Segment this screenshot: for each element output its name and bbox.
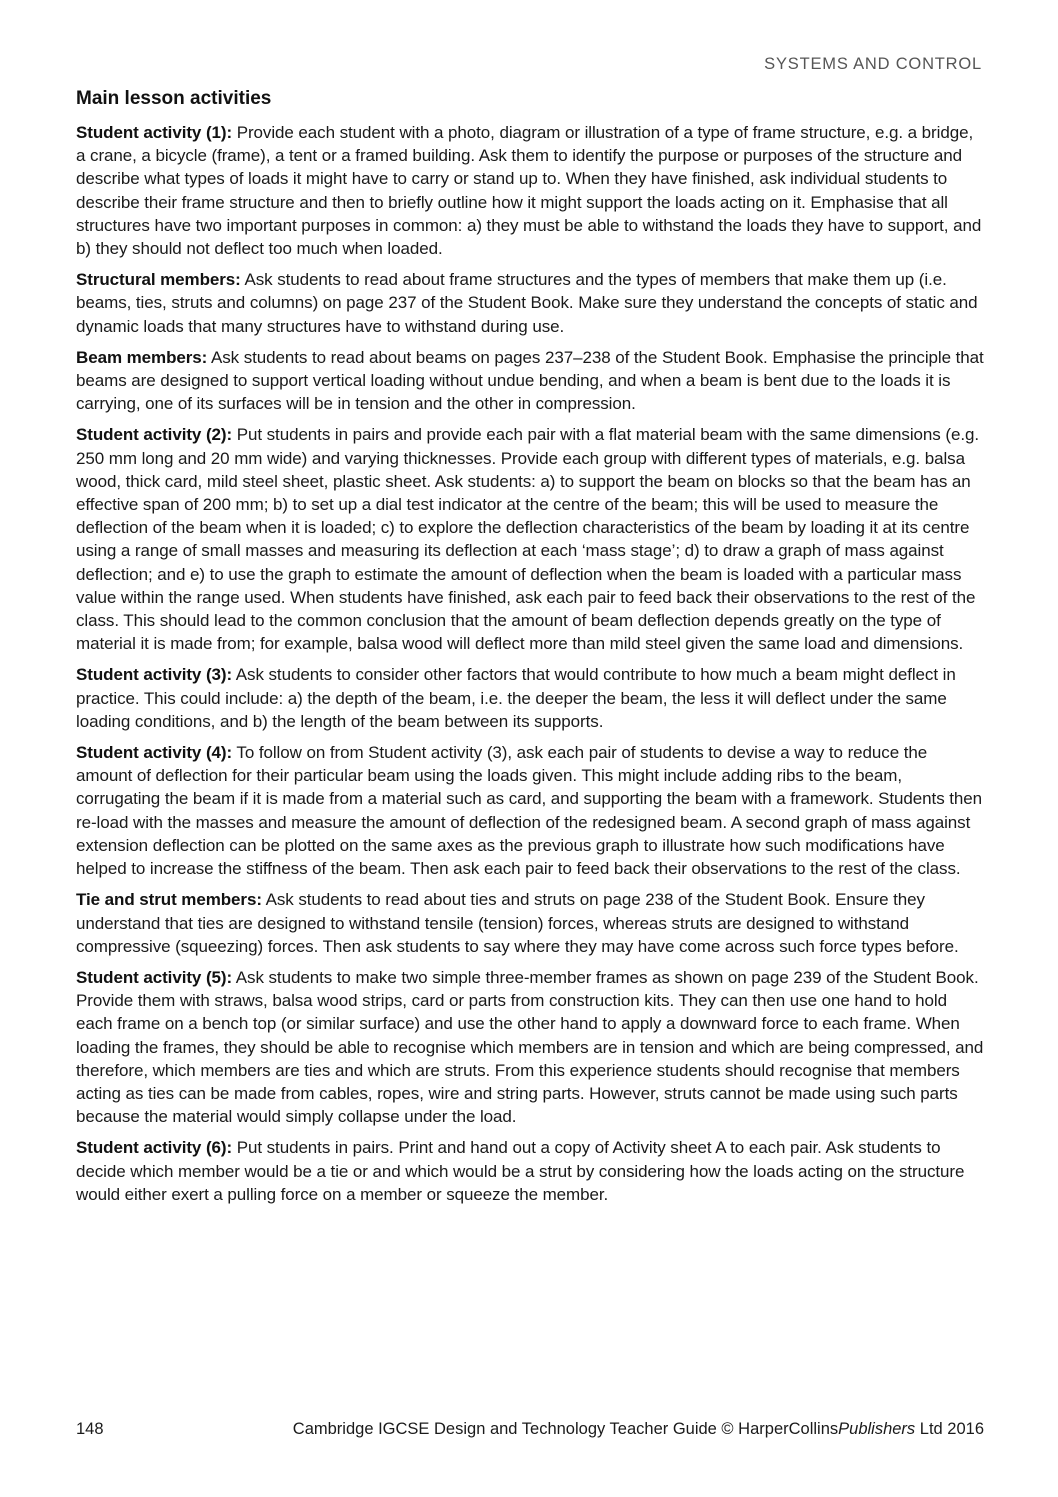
section-heading: Main lesson activities [76, 88, 272, 109]
paragraph-student-activity-1 [76, 121, 984, 260]
paragraph-student-activity-6 [76, 1136, 984, 1206]
credit-prefix: Cambridge IGCSE Design and Technology Teacher Guide © HarperCollins [292, 1420, 839, 1438]
paragraph-body: Ask students to read about beams on pages 237–238 of the Student Book. Emphasise the principle that beams are designed to support vertical loading without undue bending, and when a beam is bent due to the loads it is carrying, one of its surfaces will be in tension and the other in compression. [76, 347, 984, 414]
paragraph-lead: Tie and strut members: [76, 890, 262, 910]
paragraph-body: To follow on from Student activity (3), ask each pair of students to devise a way to reduce the amount of deflection for their particular beam using the loads given. This might include adding ribs to the beam, corrugating the beam if it is made from a material such as card, and supporting the beam with a framework. Students then re-load with the masses and measure the amount of deflection of the redesigned beam. A second graph of mass against extension deflection can be plotted on the same axes as the previous graph to illustrate how such modifications have helped to increase the stiffness of the beam. Then ask each pair to feed back their observations to the rest of the class. [76, 743, 983, 879]
page-number: 148 [76, 1420, 104, 1438]
paragraph-lead: Student activity (6): [76, 1138, 233, 1158]
paragraph-body: Ask students to consider other factors that would contribute to how much a beam might deflect in practice. This could include: a) the depth of the beam, i.e. the deeper the beam, the less it will deflect under the same loading conditions, and b) the length of the beam between its supports. [76, 665, 956, 731]
paragraph-structural-members [76, 268, 984, 338]
credit-suffix: Ltd 2016 [915, 1420, 984, 1438]
paragraph-lead: Student activity (1): [76, 123, 233, 142]
copyright-credit [293, 1418, 984, 1440]
credit-italic: Publishers [838, 1420, 916, 1438]
paragraph-body: Provide each student with a photo, diagram or illustration of a type of frame structure, e.g. a bridge, a crane, a bicycle (frame), a tent or a framed building. Ask them to identify the purpose or purposes of the structure and describe what types of loads it might have to carry or stand up to. When they have finished, ask individual students to describe their frame structure and then to briefly outline how it might support the loads acting on it. Emphasise that all structures have two important purposes in common: a) they must be able to withstand the loads they have to support, and b) they should not deflect too much when loaded. [76, 123, 982, 259]
paragraph-tie-and-strut-members [76, 888, 984, 958]
paragraph-body: Ask students to read about ties and struts on page 238 of the Student Book. Ensure they understand that ties are designed to withstand tensile (tension) forces, whereas struts are designed to withstand compressive (squeezing) forces. Then ask students to say where they may have come across such force types before. [76, 890, 959, 956]
paragraph-lead: Structural members: [76, 270, 241, 290]
paragraph-student-activity-3 [76, 663, 984, 733]
paragraph-beam-members [76, 346, 984, 416]
paragraph-body: Ask students to read about frame structures and the types of members that make them up (i.e. beams, ties, struts and columns) on page 237 of the Student Book. Make sure they understand the concepts of static and dynamic loads that many structures have to withstand during use. [76, 270, 978, 336]
paragraph-lead: Student activity (3): [76, 665, 233, 685]
paragraph-lead: Beam members: [76, 347, 208, 367]
paragraph-body: Put students in pairs and provide each pair with a flat material beam with the same dimensions (e.g. 250 mm long and 20 mm wide) and varying thicknesses. Provide each group with different types of materials, e.g. balsa wood, thick card, mild steel sheet, plastic sheet. Ask students: a) to support the beam on blocks so that the beam has an effective span of 200 mm; b) to set up a dial test indicator at the centre of the beam; this will be used to measure the deflection of the beam when it is loaded; c) to explore the deflection characteristics of the beam by loading it at its centre using a range of small masses and measuring its deflection at each ‘mass stage’; d) to draw a graph of mass against deflection; and e) to use the graph to estimate the amount of deflection when the beam is loaded with a particular mass value within the range used. When students have finished, ask each pair to feed back their observations to the rest of the class. This should lead to the common conclusion that the amount of beam deflection depends greatly on the type of material it is made from; for example, balsa wood will deflect more than mild steel given the same load and dimensions. [76, 425, 979, 654]
paragraph-student-activity-4 [76, 741, 984, 880]
paragraph-body: Put students in pairs. Print and hand out a copy of Activity sheet A to each pair. Ask students to decide which member would be a tie or and which would be a strut by considering how the loads acting on the structure would either exert a pulling force on a member or squeeze the member. [76, 1138, 965, 1204]
paragraph-student-activity-2 [76, 423, 984, 655]
paragraph-student-activity-5 [76, 966, 984, 1128]
paragraph-lead: Student activity (2): [76, 425, 233, 445]
paragraph-body: Ask students to make two simple three-member frames as shown on page 239 of the Student Book. Provide them with straws, balsa wood strips, card or parts from construction kits. They can then use one hand to hold each frame on a bench top (or similar surface) and use the other hand to apply a downward force to each frame. When loading the frames, they should be able to recognise which members are in tension and which are being compressed, and therefore, which members are ties and which are struts. From this experience students should recognise that members acting as ties can be made from cables, ropes, wire and string parts. However, struts cannot be made using such parts because the material would simply collapse under the load. [76, 967, 984, 1127]
page-content [76, 86, 984, 1214]
paragraph-lead: Student activity (4): [76, 743, 233, 763]
running-header: SYSTEMS AND CONTROL [764, 55, 982, 73]
paragraph-lead: Student activity (5): [76, 967, 233, 987]
